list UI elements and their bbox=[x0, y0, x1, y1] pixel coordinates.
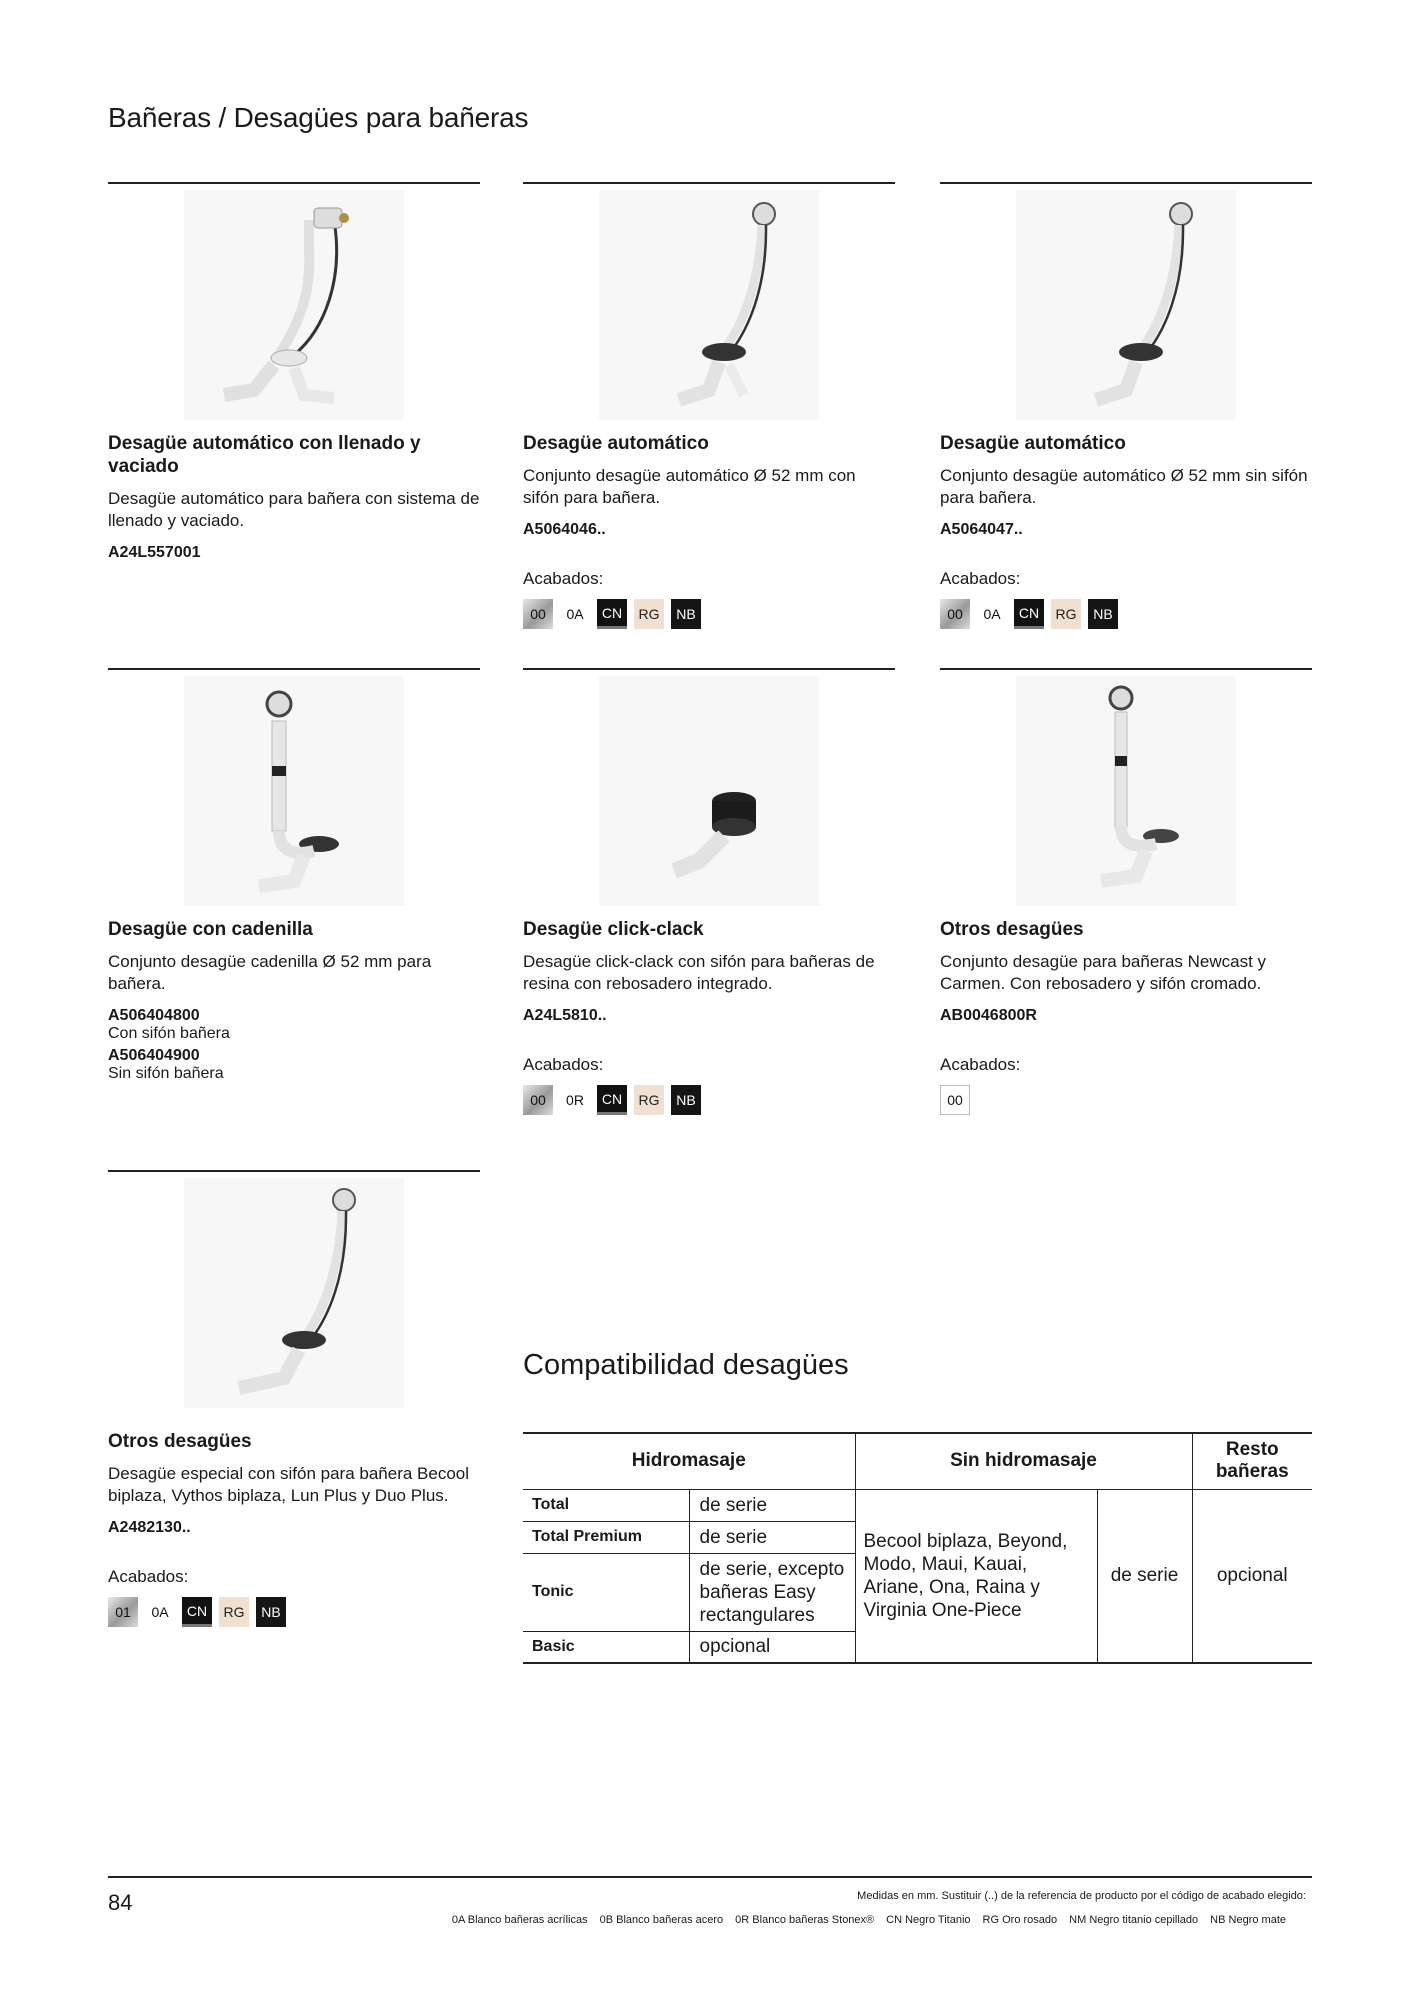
finish-legend bbox=[452, 1914, 1286, 1926]
table-row-value: opcional bbox=[689, 1631, 855, 1663]
footer-divider bbox=[108, 1876, 1312, 1878]
finish-swatches bbox=[108, 1597, 480, 1627]
product-reference: A2482130.. bbox=[108, 1519, 191, 1536]
finishes-label: Acabados: bbox=[523, 1055, 604, 1074]
product-image bbox=[940, 670, 1312, 918]
table-row-value: de serie, excepto bañeras Easy rectangulares bbox=[689, 1553, 855, 1631]
finish-swatch-white: 0R bbox=[560, 1085, 590, 1115]
finish-swatch-chrome: 00 bbox=[523, 1085, 553, 1115]
finish-swatch-chrome: 00 bbox=[523, 599, 553, 629]
product-reference: A5064047.. bbox=[940, 521, 1023, 538]
product-card bbox=[940, 668, 1312, 1115]
compatibility-table bbox=[523, 1432, 1312, 1664]
legend-item: NB Negro mate bbox=[1210, 1914, 1286, 1926]
product-reference-note: Con sifón bañera bbox=[108, 1025, 230, 1042]
product-title: Otros desagües bbox=[108, 1431, 252, 1452]
finish-swatches bbox=[940, 599, 1312, 629]
table-row-model: Basic bbox=[523, 1631, 689, 1663]
product-image bbox=[108, 670, 480, 918]
product-title: Desagüe con cadenilla bbox=[108, 919, 313, 940]
product-title: Desagüe automático bbox=[523, 433, 709, 454]
product-title: Desagüe automático bbox=[940, 433, 1126, 454]
legend-item: RG Oro rosado bbox=[982, 1914, 1058, 1926]
page-title: Bañeras / Desagües para bañeras bbox=[108, 102, 529, 133]
legend-item: 0R Blanco bañeras Stonex® bbox=[735, 1914, 875, 1926]
table-row-model: Tonic bbox=[523, 1553, 689, 1631]
finish-swatch-white: 0A bbox=[145, 1597, 175, 1627]
product-reference: A24L557001 bbox=[108, 544, 201, 561]
special-drain-image bbox=[184, 1178, 404, 1408]
click-clack-drain-image bbox=[599, 676, 819, 906]
product-image bbox=[108, 184, 480, 432]
finishes-label: Acabados: bbox=[940, 569, 1021, 588]
product-reference: AB0046800R bbox=[940, 1007, 1037, 1024]
finish-swatch-matte-black: NB bbox=[671, 599, 701, 629]
product-image bbox=[523, 670, 895, 918]
finish-swatch-titanium-black: CN bbox=[597, 599, 627, 629]
footer-note: Medidas en mm. Sustituir (..) de la referencia de producto por el código de acabado elegido: bbox=[857, 1890, 1306, 1902]
table-row-value: de serie bbox=[689, 1489, 855, 1521]
sin-hidromasaje-value: de serie bbox=[1097, 1489, 1192, 1663]
finish-swatch-rose-gold: RG bbox=[634, 599, 664, 629]
product-card bbox=[523, 182, 895, 629]
legend-item: 0B Blanco bañeras acero bbox=[599, 1914, 724, 1926]
header-resto-banyeras: Resto bañeras bbox=[1192, 1433, 1312, 1489]
product-description: Conjunto desagüe cadenilla Ø 52 mm para bañera. bbox=[108, 952, 432, 993]
product-description: Desagüe click-clack con sifón para bañeras de resina con rebosadero integrado. bbox=[523, 952, 875, 993]
finish-swatches bbox=[523, 1085, 895, 1115]
finish-swatch-rose-gold: RG bbox=[219, 1597, 249, 1627]
finish-swatches bbox=[940, 1085, 1312, 1115]
product-card bbox=[108, 668, 480, 1083]
product-image bbox=[940, 184, 1312, 432]
product-description: Conjunto desagüe automático Ø 52 mm sin sifón para bañera. bbox=[940, 466, 1308, 507]
product-card bbox=[108, 1170, 480, 1627]
product-title: Otros desagües bbox=[940, 919, 1084, 940]
product-description: Desagüe automático para bañera con sistema de llenado y vaciado. bbox=[108, 489, 480, 530]
finishes-label: Acabados: bbox=[940, 1055, 1021, 1074]
finish-swatch-chrome: 01 bbox=[108, 1597, 138, 1627]
product-card bbox=[108, 182, 480, 562]
finish-swatch-titanium-black: CN bbox=[182, 1597, 212, 1627]
finish-swatches bbox=[523, 599, 895, 629]
product-title: Desagüe click-clack bbox=[523, 919, 704, 940]
product-reference: A5064046.. bbox=[523, 521, 606, 538]
automatic-drain-image bbox=[1016, 190, 1236, 420]
product-reference: A24L5810.. bbox=[523, 1007, 607, 1024]
header-hidromasaje: Hidromasaje bbox=[523, 1433, 855, 1489]
drain-fill-image bbox=[184, 190, 404, 420]
finish-swatch-chrome: 00 bbox=[940, 599, 970, 629]
page-number: 84 bbox=[108, 1890, 133, 1915]
finish-swatch-matte-black: NB bbox=[1088, 599, 1118, 629]
finish-swatch-white: 0A bbox=[560, 599, 590, 629]
product-image bbox=[523, 184, 895, 432]
product-card bbox=[523, 668, 895, 1115]
finish-swatch-white: 0A bbox=[977, 599, 1007, 629]
finish-swatch-matte-black: NB bbox=[256, 1597, 286, 1627]
legend-item: CN Negro Titanio bbox=[886, 1914, 971, 1926]
product-title: Desagüe automático con llenado y vaciado bbox=[108, 433, 421, 477]
product-card bbox=[940, 182, 1312, 629]
finish-swatch-chrome: 00 bbox=[940, 1085, 970, 1115]
compatibility-title: Compatibilidad desagües bbox=[523, 1349, 849, 1381]
product-reference: A506404800 bbox=[108, 1007, 200, 1024]
product-reference-note: Sin sifón bañera bbox=[108, 1065, 224, 1082]
table-row-model: Total Premium bbox=[523, 1521, 689, 1553]
resto-banyeras-value: opcional bbox=[1192, 1489, 1312, 1663]
product-description: Conjunto desagüe para bañeras Newcast y Carmen. Con rebosadero y sifón cromado. bbox=[940, 952, 1267, 993]
legend-item: 0A Blanco bañeras acrílicas bbox=[451, 1914, 588, 1926]
legend-item: NM Negro titanio cepillado bbox=[1069, 1914, 1199, 1926]
finish-swatch-rose-gold: RG bbox=[1051, 599, 1081, 629]
product-description: Desagüe especial con sifón para bañera Becool biplaza, Vythos biplaza, Lun Plus y Duo Plus. bbox=[108, 1464, 470, 1505]
automatic-drain-image bbox=[599, 190, 819, 420]
other-drain-image bbox=[1016, 676, 1236, 906]
product-description: Conjunto desagüe automático Ø 52 mm con sifón para bañera. bbox=[523, 466, 856, 507]
chain-drain-image bbox=[184, 676, 404, 906]
finish-swatch-rose-gold: RG bbox=[634, 1085, 664, 1115]
finishes-label: Acabados: bbox=[108, 1567, 189, 1586]
finish-swatch-titanium-black: CN bbox=[597, 1085, 627, 1115]
product-image bbox=[108, 1172, 480, 1430]
finish-swatch-matte-black: NB bbox=[671, 1085, 701, 1115]
product-reference: A506404900 bbox=[108, 1047, 200, 1064]
header-sin-hidromasaje: Sin hidromasaje bbox=[855, 1433, 1192, 1489]
table-row-value: de serie bbox=[689, 1521, 855, 1553]
finishes-label: Acabados: bbox=[523, 569, 604, 588]
sin-hidromasaje-models: Becool biplaza, Beyond, Modo, Maui, Kauai, Ariane, Ona, Raina y Virginia One-Piece bbox=[855, 1489, 1097, 1663]
finish-swatch-titanium-black: CN bbox=[1014, 599, 1044, 629]
table-row-model: Total bbox=[523, 1489, 689, 1521]
